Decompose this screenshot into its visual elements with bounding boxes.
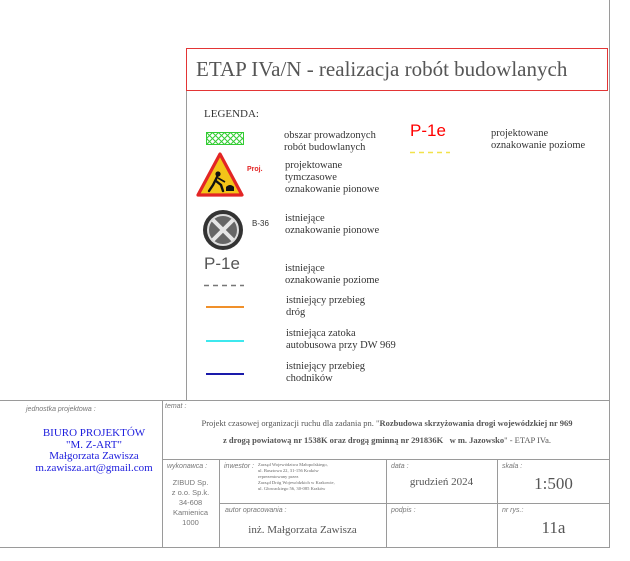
author-label: autor opracowania : — [225, 507, 287, 514]
legend-text-area: obszar prowadzonych robót budowlanych — [284, 130, 376, 153]
unit-block: BIURO PROJEKTÓW "M. Z-ART" Małgorzata Zawisza m.zawisza.art@gmail.com — [35, 427, 153, 474]
scale-label: skala : — [502, 463, 523, 470]
scale-value: 1:500 — [534, 474, 573, 493]
drawing-no-label: nr rys.: — [502, 507, 524, 514]
investor-block: Zarząd Województwa Małopolskiego, ul. Basztowa 22, 31-156 Kraków reprezentowany przez Zarząd Dróg Wojewódzkich w Krakowie, ul. Głowackiego 56, 30-085 Kraków — [258, 462, 335, 491]
date-value: grudzień 2024 — [409, 476, 474, 488]
no-stopping-sign-badge: B-36 — [252, 219, 269, 228]
legend-text-projected-marking: projektowane oznakowanie poziome — [491, 128, 586, 151]
date-label: data : — [391, 463, 409, 470]
orange-line-icon — [206, 306, 244, 308]
projected-marking-dash-icon — [410, 141, 450, 144]
unit-label: jednostka projektowa : — [26, 406, 96, 413]
roadworks-sign-icon — [196, 152, 244, 198]
titleblock-top-line — [0, 400, 610, 401]
contractor-label: wykonawca : — [167, 463, 208, 470]
frame-right-line — [609, 0, 610, 547]
existing-marking-code: P-1e — [204, 254, 240, 273]
cyan-line-icon — [206, 340, 244, 342]
topic-label: temat : — [165, 403, 187, 410]
legend-text-bus-bay: istniejąca zatoka autobusowa przy DW 969 — [286, 328, 396, 351]
contractor-block: ZIBUD Sp. z o.o. Sp.k. 34-608 Kamienica 1000 — [171, 478, 210, 527]
author-value: inż. Małgorzata Zawisza — [248, 524, 357, 536]
existing-marking-icon — [204, 274, 244, 277]
crosshatch-area-icon — [206, 132, 244, 145]
legend-text-roadworks: projektowane tymczasowe oznakowanie pionowe — [285, 160, 380, 195]
frame-bottom-line — [0, 547, 610, 548]
page-title: ETAP IVa/N - realizacja robót budowlanych — [196, 57, 568, 81]
no-stopping-sign-icon — [202, 209, 244, 251]
titleblock-row-line — [219, 503, 610, 504]
legend-left-line — [186, 48, 187, 400]
topic-text: Projekt czasowej organizacji ruchu dla zadania pn. "Rozbudowa skrzyżowania drogi wojewódzkiej nr 969 z drogą powiatową nr 1538K oraz drogą gminną nr 291836K w m. Jazowsko" - ETAP IVa. — [201, 418, 573, 445]
drawing-no-value: 11a — [541, 518, 566, 537]
projected-marking-code: P-1e — [410, 121, 446, 140]
legend-text-horizontal-existing: istniejące oznakowanie poziome — [285, 263, 380, 286]
signature-label: podpis : — [391, 507, 416, 514]
legend-text-roads: istniejący przebieg dróg — [286, 295, 366, 318]
legend-text-vertical-existing: istniejące oznakowanie pionowe — [285, 213, 380, 236]
blue-line-icon — [206, 373, 244, 375]
legend-heading: LEGENDA: — [204, 108, 259, 120]
legend-text-sidewalks: istniejący przebieg chodników — [286, 361, 366, 384]
roadworks-sign-badge: Proj. — [247, 166, 263, 173]
investor-label: inwestor : — [224, 463, 254, 470]
